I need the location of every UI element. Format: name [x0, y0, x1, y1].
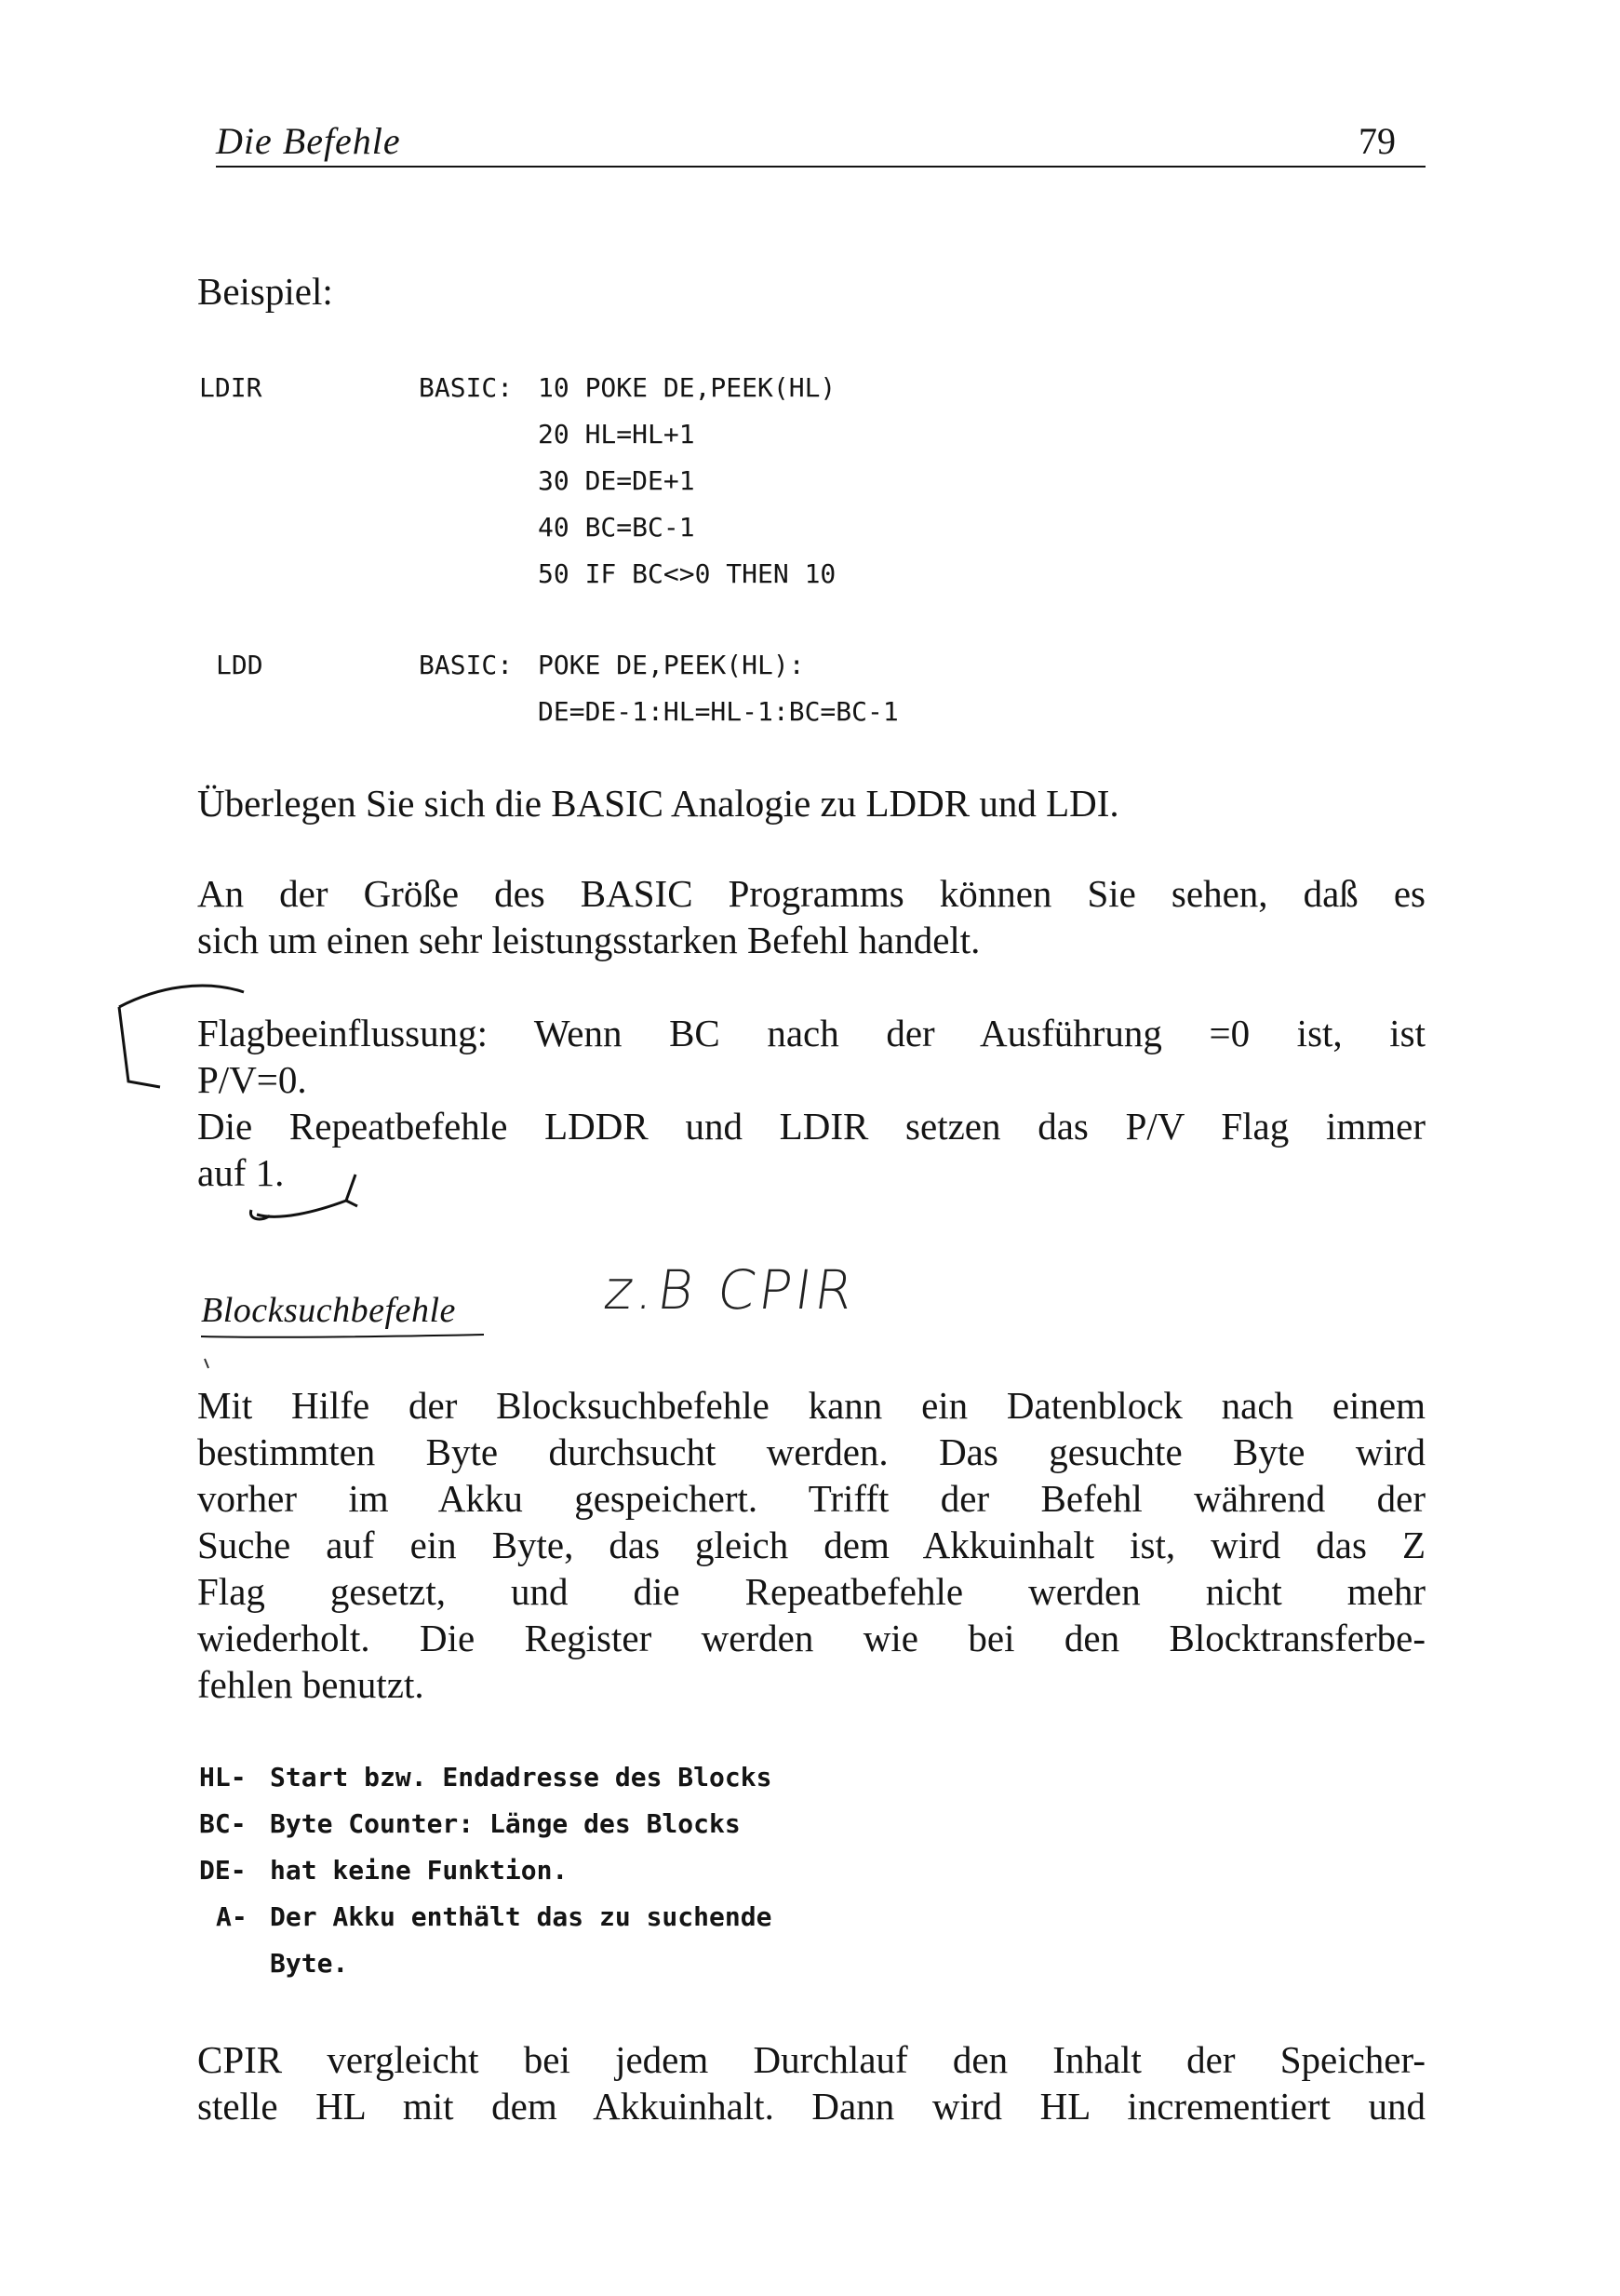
- paragraph-size-line2: sich um einen sehr leistungsstarken Befehl handelt.: [197, 919, 981, 961]
- section-body-line: bestimmten Byte durchsucht werden. Das gesuchte Byte wird: [197, 1430, 1426, 1473]
- register-description: hat keine Funktion.: [270, 1855, 569, 1886]
- code-line: 30 DE=DE+1: [538, 465, 695, 496]
- section-heading: Blocksuchbefehle: [201, 1291, 456, 1330]
- register-description: Start bzw. Endadresse des Blocks: [270, 1762, 772, 1792]
- register-name: DE-: [199, 1855, 247, 1886]
- section-body-line: Suche auf ein Byte, das gleich dem Akkuinhalt ist, wird das Z: [197, 1524, 1426, 1566]
- paragraph-flags-line2: P/V=0.: [197, 1058, 307, 1101]
- handwritten-note: z.B CPIR: [600, 1258, 861, 1322]
- code-label-ldir: BASIC:: [419, 372, 514, 403]
- register-name: BC-: [199, 1808, 247, 1839]
- paragraph-analogy: Überlegen Sie sich die BASIC Analogie zu LDDR und LDI.: [197, 782, 1119, 825]
- paragraph-repeat-line2: auf 1.: [197, 1151, 285, 1194]
- register-name: A-: [216, 1901, 248, 1932]
- code-line: 10 POKE DE,PEEK(HL): [538, 372, 837, 403]
- section-body-line: vorher im Akku gespeichert. Trifft der Befehl während der: [197, 1477, 1426, 1520]
- code-mnemonic-ldir: LDIR: [199, 372, 262, 403]
- register-description: Der Akku enthält das zu suchende: [270, 1901, 772, 1932]
- section-body-line: fehlen benutzt.: [197, 1663, 424, 1706]
- code-label-ldd: BASIC:: [419, 650, 514, 680]
- paragraph-repeat-line1: Die Repeatbefehle LDDR und LDIR setzen das P/V Flag immer: [197, 1105, 1426, 1148]
- section-body-line: wiederholt. Die Register werden wie bei den Blocktransferbe-: [197, 1617, 1426, 1659]
- register-description: Byte Counter: Länge des Blocks: [270, 1808, 741, 1839]
- code-line: POKE DE,PEEK(HL):: [538, 650, 805, 680]
- register-name: HL-: [199, 1762, 247, 1792]
- paragraph-flags-line1: Flagbeeinflussung: Wenn BC nach der Ausführung =0 ist, ist: [197, 1012, 1426, 1054]
- paragraph-size-line1: An der Größe des BASIC Programms können Sie sehen, daß es: [197, 872, 1426, 915]
- code-mnemonic-ldd: LDD: [216, 650, 263, 680]
- page-number: 79: [1359, 120, 1396, 162]
- section-body-line: Mit Hilfe der Blocksuchbefehle kann ein Datenblock nach einem: [197, 1384, 1426, 1427]
- register-description: Byte.: [270, 1948, 349, 1979]
- code-line: DE=DE-1:HL=HL-1:BC=BC-1: [538, 696, 899, 727]
- running-header-title: Die Befehle: [216, 120, 401, 162]
- example-label: Beispiel:: [197, 270, 333, 313]
- code-line: 20 HL=HL+1: [538, 419, 695, 450]
- closing-line2: stelle HL mit dem Akkuinhalt. Dann wird HL incrementiert und: [197, 2085, 1426, 2128]
- section-body-line: Flag gesetzt, und die Repeatbefehle werden nicht mehr: [197, 1570, 1426, 1613]
- closing-line1: CPIR vergleicht bei jedem Durchlauf den Inhalt der Speicher-: [197, 2038, 1426, 2081]
- code-line: 40 BC=BC-1: [538, 512, 695, 543]
- code-line: 50 IF BC<>0 THEN 10: [538, 558, 837, 589]
